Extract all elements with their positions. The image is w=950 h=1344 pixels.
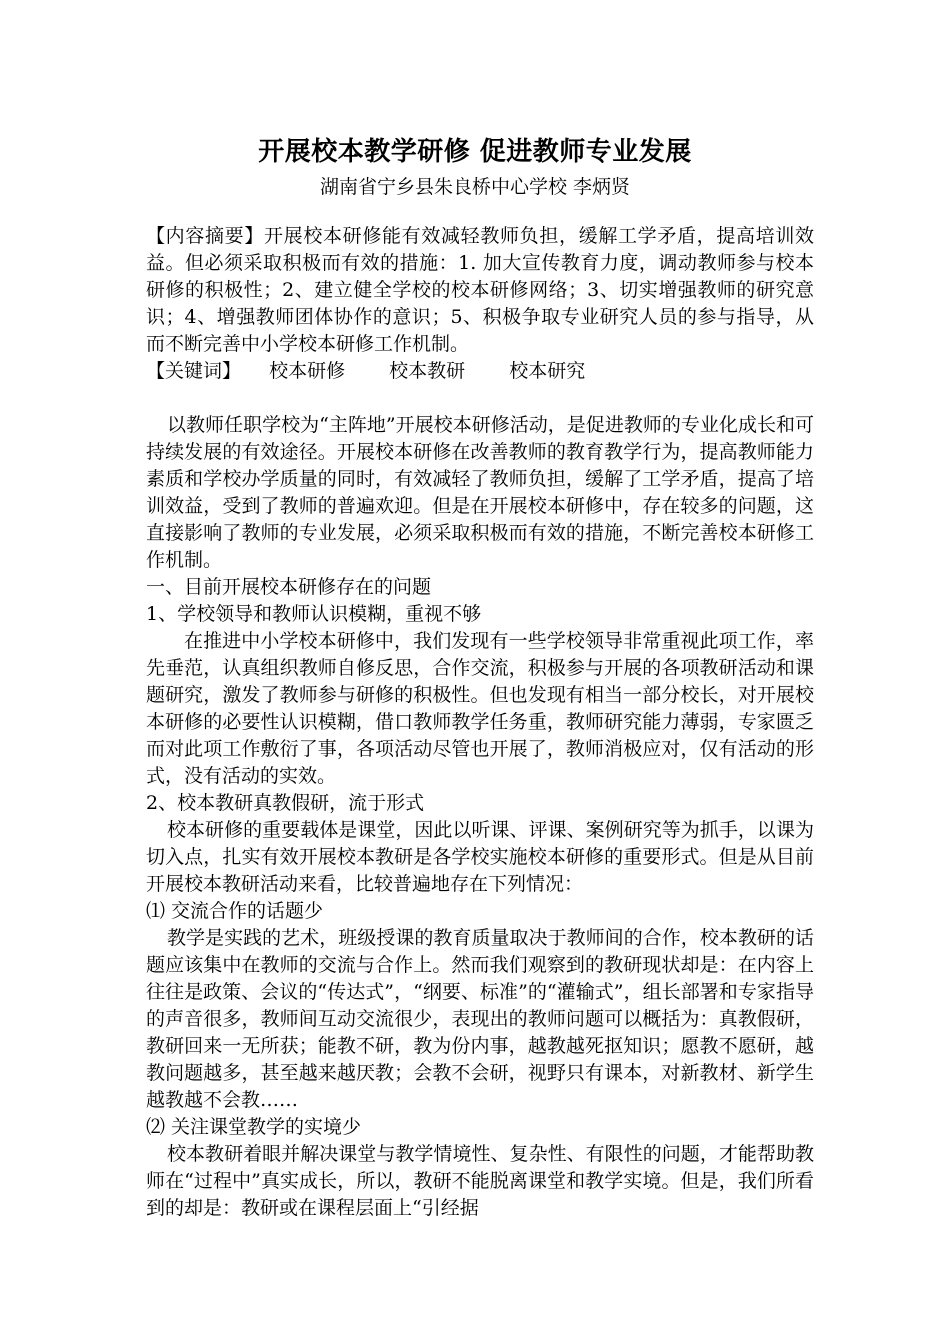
document-title: 开展校本教学研修 促进教师专业发展 (258, 137, 692, 167)
keywords-label: 【关键词】 (146, 360, 242, 382)
document-author: 湖南省宁乡县朱良桥中心学校 李炳贤 (319, 176, 631, 198)
blank-line (146, 385, 814, 412)
keyword-item: 校本研究 (509, 360, 586, 382)
keyword-item: 校本教研 (389, 360, 466, 382)
keywords-line (146, 358, 814, 385)
section-heading: 一、目前开展校本研修存在的问题 (146, 576, 432, 598)
point-heading: ⑵ 关注课堂教学的实境少 (146, 1116, 362, 1138)
subsection-heading: 1、学校领导和教师认识模糊，重视不够 (146, 603, 482, 625)
abstract-paragraph: 【内容摘要】开展校本研修能有效减轻教师负担，缓解工学矛盾，提高培训效益。但必须采取积极而有效的措施：1. 加大宣传教育力度，调动教师参与校本研修的积极性；2、建立健全学校的校本研修网络；3、切实增强教师的研究意识；4、增强教师团体协作的意识；5、积极争取专业研究人员的参与指导，从而不断完善中小学校本研修工作机制。 (146, 225, 814, 355)
keyword-item: 校本研修 (269, 360, 346, 382)
subsection-heading: 2、校本教研真教假研，流于形式 (146, 792, 425, 814)
body-paragraph: 校本教研着眼并解决课堂与教学情境性、复杂性、有限性的问题，才能帮助教师在“过程中”真实成长，所以，教研不能脱离课堂和教学实境。但是，我们所看到的却是：教研或在课程层面上“引经据 (146, 1143, 814, 1219)
document-body (146, 223, 814, 1222)
body-paragraph: 教学是实践的艺术，班级授课的教育质量取决于教师间的合作，校本教研的话题应该集中在教师的交流与合作上。然而我们观察到的教研现状却是：在内容上往往是政策、会议的“传达式”，“纲要、标准”的“灌输式”，组长部署和专家指导的声音很多，教师间互动交流很少，表现出的教师问题可以概括为：真教假研，教研回来一无所获；能教不研，教为份内事，越教越死抠知识；愿教不愿研，越教问题越多，甚至越来越厌教；会教不会研，视野只有课本，对新教材、新学生越教越不会教…… (146, 927, 814, 1111)
point-heading: ⑴ 交流合作的话题少 (146, 900, 324, 922)
body-paragraph: 校本研修的重要载体是课堂，因此以听课、评课、案例研究等为抓手，以课为切入点，扎实有效开展校本教研是各学校实施校本研修的重要形式。但是从目前开展校本教研活动来看，比较普遍地存在下列情况： (146, 819, 814, 895)
body-paragraph: 在推进中小学校本研修中，我们发现有一些学校领导非常重视此项工作，率先垂范，认真组织教师自修反思，合作交流，积极参与开展的各项教研活动和课题研究，激发了教师参与研修的积极性。但也发现有相当一部分校长，对开展校本研修的必要性认识模糊，借口教师教学任务重，教师研究能力薄弱，专家匮乏而对此项工作敷衍了事，各项活动尽管也开展了，教师消极应对，仅有活动的形式，没有活动的实效。 (146, 630, 814, 787)
intro-paragraph: 以教师任职学校为“主阵地”开展校本研修活动，是促进教师的专业化成长和可持续发展的有效途径。开展校本研修在改善教师的教育教学行为，提高教师能力素质和学校办学质量的同时，有效减轻了教师负担，缓解了工学矛盾，提高了培训效益，受到了教师的普遍欢迎。但是在开展校本研修中，存在较多的问题，这直接影响了教师的专业发展，必须采取积极而有效的措施，不断完善校本研修工作机制。 (146, 414, 814, 571)
